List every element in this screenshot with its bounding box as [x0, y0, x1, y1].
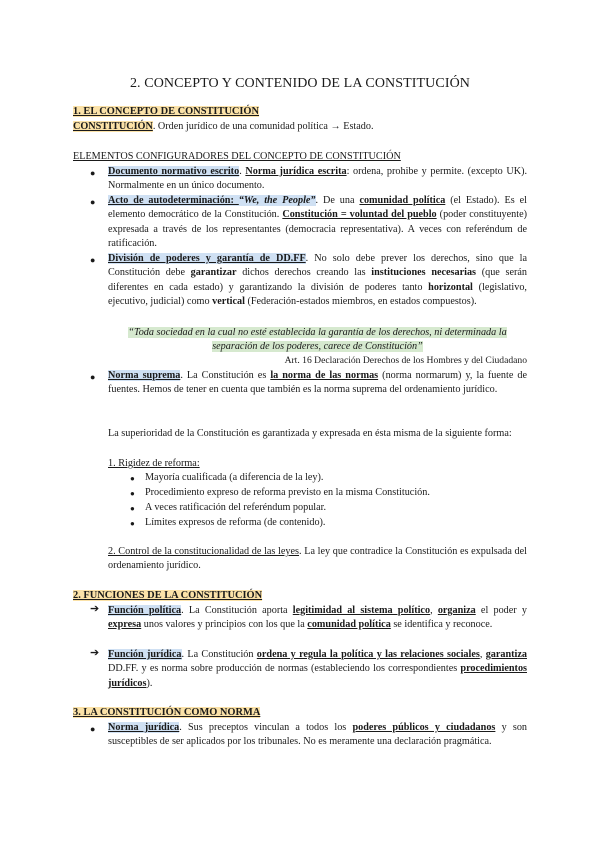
definition-term: CONSTITUCIÓN: [73, 121, 153, 132]
page-title: 2. CONCEPTO Y CONTENIDO DE LA CONSTITUCIÓN: [129, 76, 471, 91]
bullet-icon: ●: [90, 168, 96, 178]
bullet-icon: ●: [130, 504, 135, 513]
superiority-paragraph: La superioridad de la Constitución es garantizada y expresada en ésta misma de la siguiente forma:: [108, 428, 512, 439]
bullet-icon: ●: [90, 255, 96, 265]
list-item: A veces ratificación del referéndum popular.: [145, 502, 327, 513]
list-item: Límites expresos de reforma (de contenido).: [145, 517, 326, 528]
list-item: Mayoría cualificada (a diferencia de la ley).: [145, 472, 324, 483]
quote-line-1: “Toda sociedad en la cual no esté establecida la garantía de los derechos, ni determinada la: [128, 327, 507, 338]
constitution-as-norm: Norma jurídica. Sus preceptos vinculan a todos los poderes públicos y ciudadanos y son susceptibles de ser aplicados por los tribunales. No es meramente una declaración pragmática.: [108, 722, 528, 748]
quote-line-2: separación de los poderes, carece de Constitución”: [212, 341, 423, 352]
political-function: Función política. La Constitución aporta legitimidad al sistema político, organiza el poder y expresa unos valores y principios con los que la comunidad política se identifica y reconoce.: [108, 605, 527, 631]
section-1-heading: 1. EL CONCEPTO DE CONSTITUCIÓN: [73, 106, 260, 117]
rigidez-heading: 1. Rigidez de reforma:: [108, 458, 200, 469]
quote-source: Art. 16 Declaración Derechos de los Hombres y del Ciudadano: [284, 355, 527, 366]
section-3-heading: 3. LA CONSTITUCIÓN COMO NORMA: [73, 707, 261, 718]
legal-function: Función jurídica. La Constitución ordena y regula la política y las relaciones sociales, garantiza DD.FF. y es norma sobre producción de normas (estableciendo los correspondientes procedimientos jurídicos).: [108, 649, 527, 689]
arrow-icon: ➔: [90, 647, 100, 659]
element-written-document: Documento normativo escrito. Norma jurídica escrita: ordena, prohibe y permite. (excepto UK). Normalmente en un único documento.: [108, 166, 528, 192]
element-supreme-norm: Norma suprema. La Constitución es la norma de las normas (norma normarum) y, la fuente de fuentes. Hemos de tener en cuenta que también es la norma suprema del ordenamiento jurídico.: [108, 370, 527, 396]
element-self-determination: Acto de autodeterminación: “We, the People”. De una comunidad política (el Estado). Es el elemento democrático de la Constitución. Constitución = voluntad del pueblo (poder constituyente) expresada a través de los representantes (democracia representativa). A veces con referéndum de ratificación.: [108, 195, 527, 250]
list-item: Procedimiento expreso de reforma previsto en la misma Constitución.: [145, 487, 430, 498]
bullet-icon: ●: [130, 474, 135, 483]
elements-heading: ELEMENTOS CONFIGURADORES DEL CONCEPTO DE CONSTITUCIÓN: [73, 151, 401, 162]
bullet-icon: ●: [130, 489, 135, 498]
bullet-icon: ●: [90, 372, 96, 382]
bullet-icon: ●: [90, 197, 96, 207]
bullet-icon: ●: [130, 519, 135, 528]
element-separation-powers: División de poderes y garantía de DD.FF. No solo debe prever los derechos, sino que la Constitución debe garantizar dichos derechos creando las instituciones necesarias (que serán diferentes en cada estado) y garantizando la división de poderes tanto horizontal (legislativo, ejecutivo, judicial) como vertical (Federación-estados miembros, en estados compuestos).: [108, 253, 527, 308]
bullet-icon: ●: [90, 724, 96, 734]
constitution-definition: CONSTITUCIÓN. Orden jurídico de una comunidad política → Estado.: [73, 121, 374, 132]
constitutional-control: 2. Control de la constitucionalidad de las leyes. La ley que contradice la Constitución es expulsada del ordenamiento jurídico.: [108, 546, 527, 572]
arrow-icon: ➔: [90, 603, 100, 615]
section-2-heading: 2. FUNCIONES DE LA CONSTITUCIÓN: [73, 590, 263, 601]
